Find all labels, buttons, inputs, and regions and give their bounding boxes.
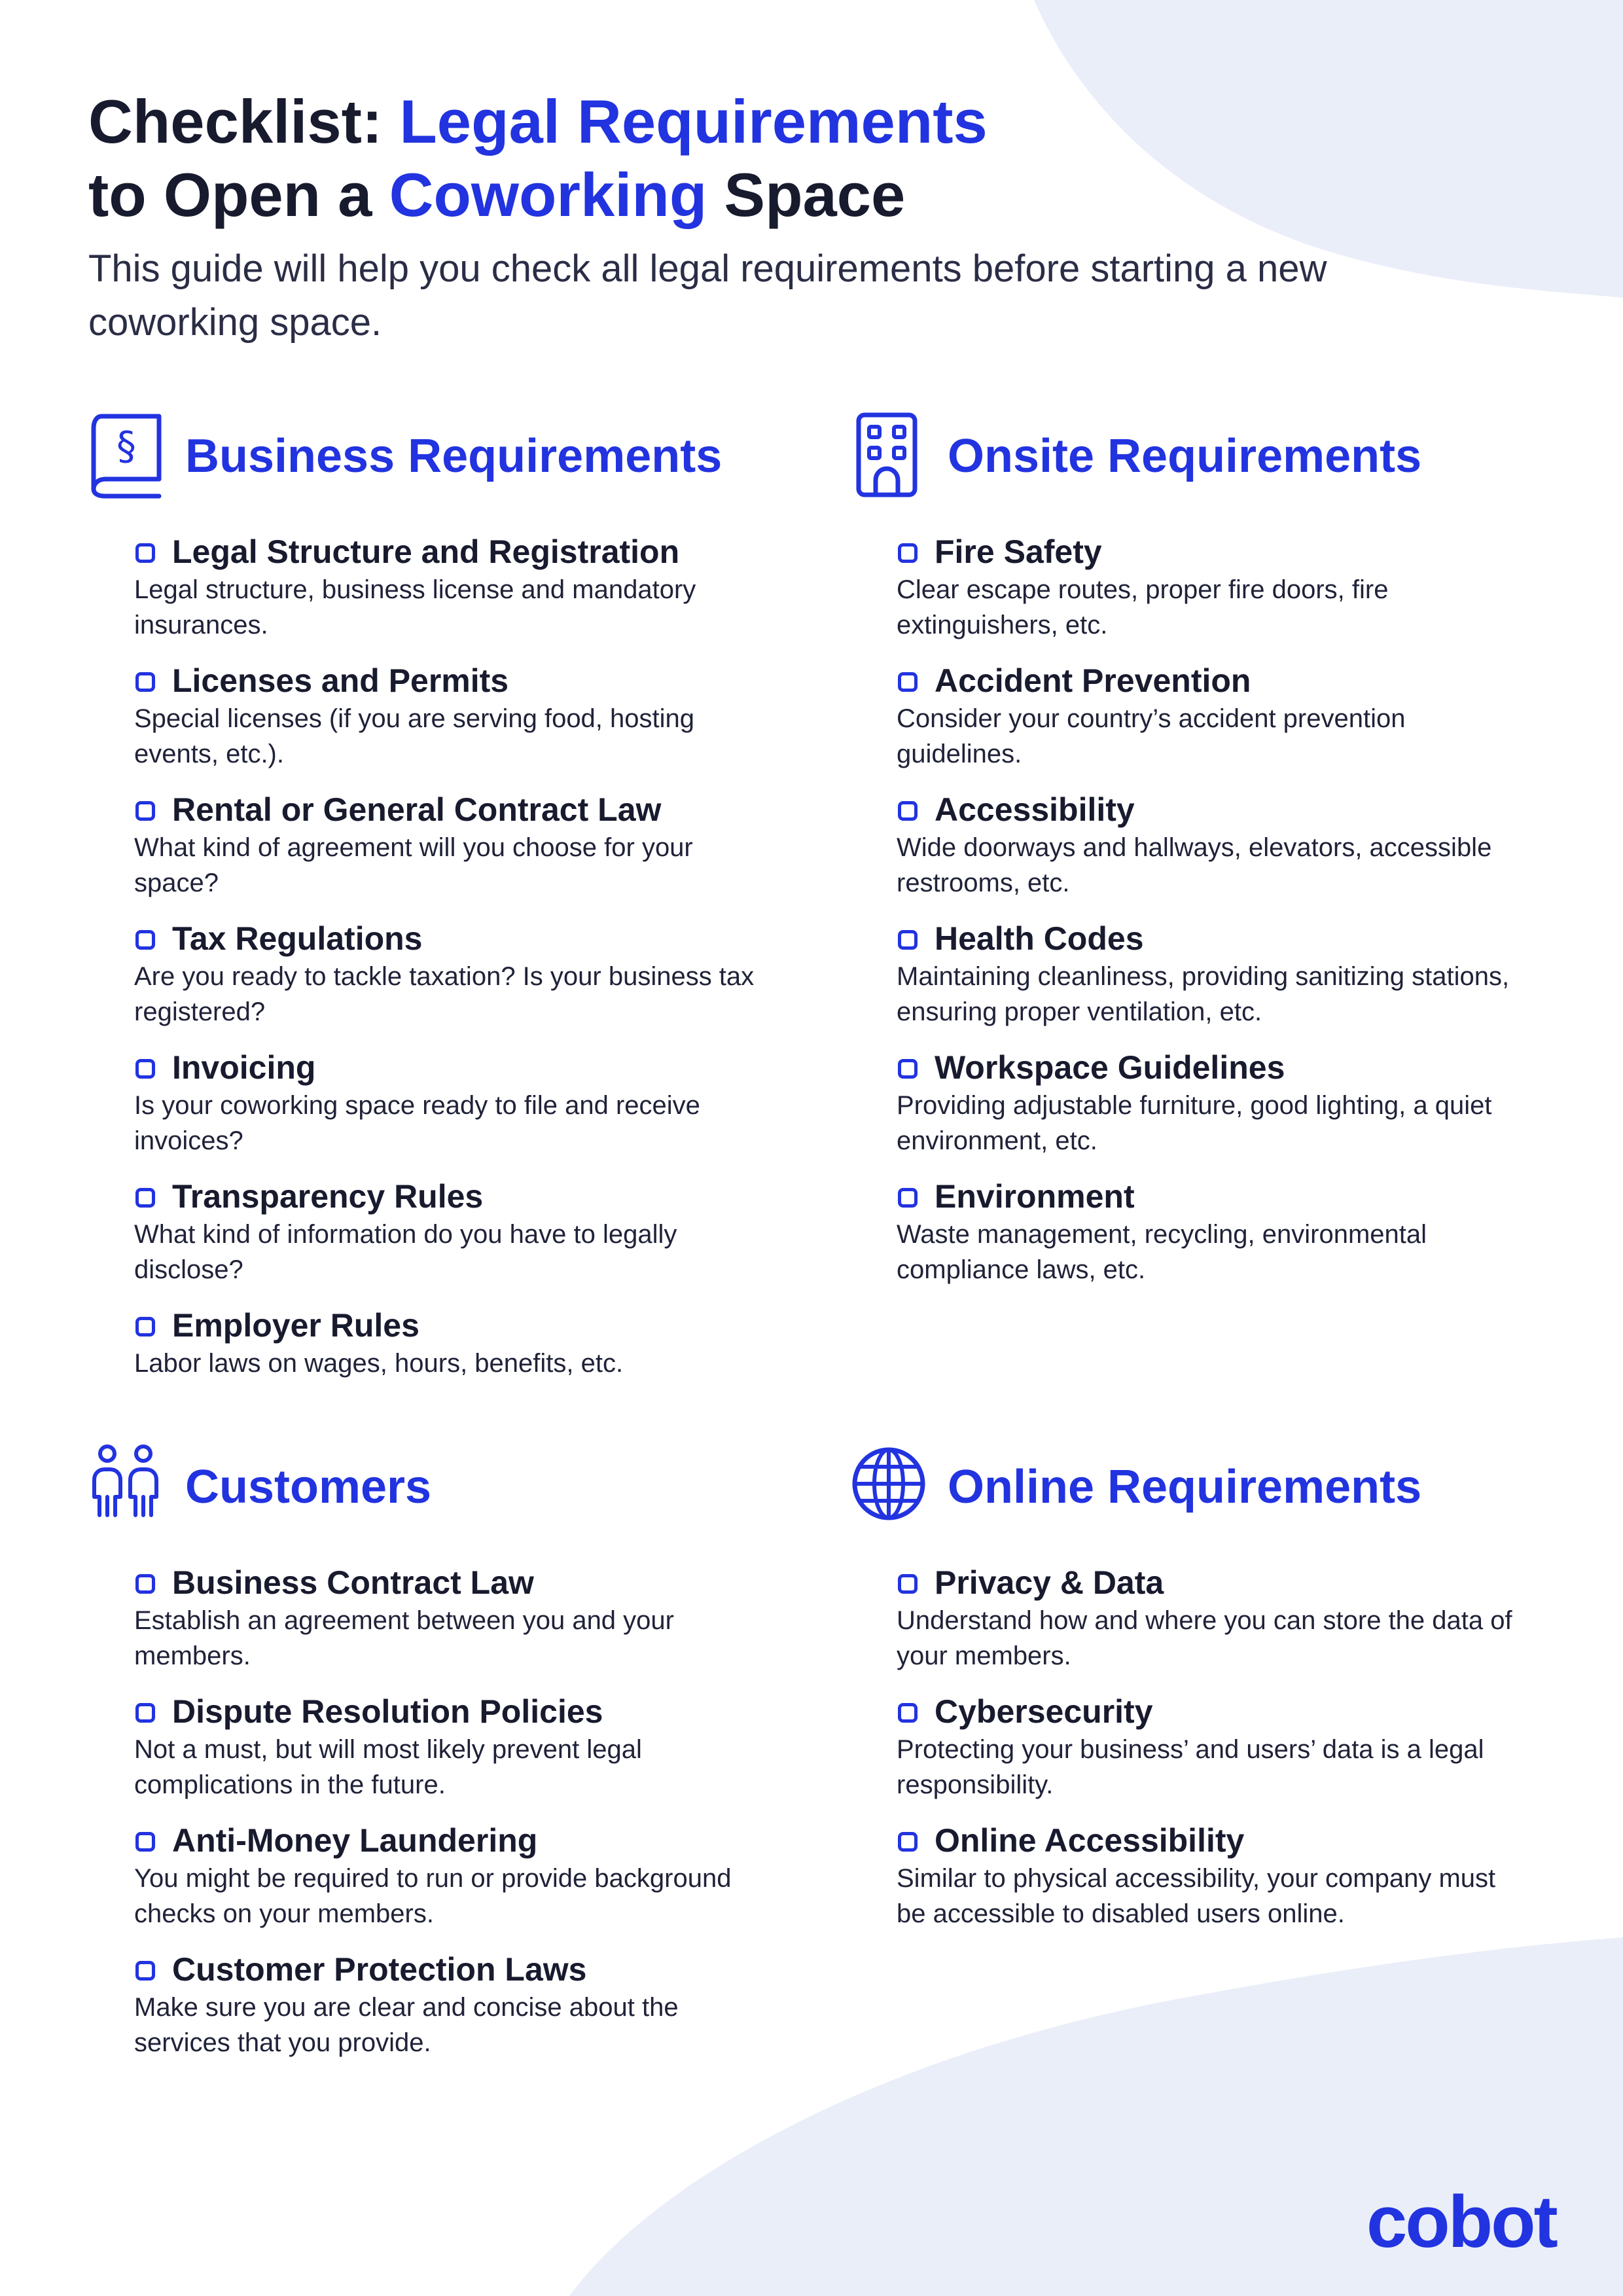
item-description: Make sure you are clear and concise about the services that you provide. — [134, 1993, 679, 2057]
item-title: Business Contract Law — [172, 1564, 534, 1601]
item-title: Environment — [935, 1178, 1135, 1215]
checklist-item — [897, 1561, 1531, 1690]
checklist-item — [134, 1690, 769, 1819]
checkbox[interactable] — [135, 1961, 155, 1981]
item-title: Cybersecurity — [935, 1693, 1153, 1730]
item-title: Tax Regulations — [172, 920, 423, 957]
section-header — [88, 1442, 769, 1534]
title-part-5: Space — [707, 160, 906, 229]
page-title — [88, 85, 1266, 232]
item-description: Establish an agreement between you and your members. — [134, 1606, 674, 1670]
checkbox[interactable] — [135, 543, 155, 563]
checklist-item — [897, 917, 1531, 1046]
building-icon — [851, 411, 927, 499]
checkbox[interactable] — [135, 801, 155, 821]
item-title: Transparency Rules — [172, 1178, 484, 1215]
item-description: Legal structure, business license and mandatory insurances. — [134, 575, 696, 639]
section-header — [851, 1442, 1531, 1534]
item-title: Accident Prevention — [935, 662, 1251, 699]
checkbox[interactable] — [898, 1703, 918, 1723]
item-title: Accessibility — [935, 791, 1135, 828]
people-icon — [88, 1442, 164, 1530]
checkbox[interactable] — [135, 1188, 155, 1208]
item-title: Rental or General Contract Law — [172, 791, 662, 828]
checkbox[interactable] — [898, 1574, 918, 1594]
checklist-item — [134, 1819, 769, 1948]
law-book-icon — [88, 411, 164, 499]
checkbox[interactable] — [135, 1832, 155, 1852]
item-title: Licenses and Permits — [172, 662, 509, 699]
item-description: Labor laws on wages, hours, benefits, etc. — [134, 1349, 624, 1378]
checklist — [897, 530, 1531, 1304]
item-description: What kind of information do you have to legally disclose? — [134, 1220, 677, 1284]
item-description: Clear escape routes, proper fire doors, fire extinguishers, etc. — [897, 575, 1389, 639]
item-title: Employer Rules — [172, 1307, 419, 1344]
item-title: Fire Safety — [935, 533, 1102, 570]
checklist-item — [134, 1304, 769, 1433]
item-description: Waste management, recycling, environmental compliance laws, etc. — [897, 1220, 1427, 1284]
item-description: Understand how and where you can store the data of your members. — [897, 1606, 1512, 1670]
checkbox[interactable] — [898, 801, 918, 821]
checkbox[interactable] — [135, 672, 155, 692]
checkbox[interactable] — [135, 930, 155, 950]
checklist-item — [897, 659, 1531, 788]
checkbox[interactable] — [898, 1059, 918, 1079]
item-description: Similar to physical accessibility, your company must be accessible to disabled users online. — [897, 1864, 1496, 1928]
item-description: What kind of agreement will you choose for your space? — [134, 833, 693, 897]
section-title: Business Requirements — [185, 430, 722, 482]
checklist-item — [134, 1948, 769, 2077]
checklist — [134, 530, 769, 1433]
item-description: Wide doorways and hallways, elevators, accessible restrooms, etc. — [897, 833, 1492, 897]
title-highlight-2: Coworking — [389, 160, 707, 229]
item-title: Workspace Guidelines — [935, 1049, 1285, 1086]
item-title: Anti-Money Laundering — [172, 1822, 538, 1859]
item-description: Protecting your business’ and users’ data is a legal responsibility. — [897, 1735, 1484, 1799]
checkbox[interactable] — [898, 1832, 918, 1852]
checkbox[interactable] — [898, 543, 918, 563]
section-onsite-requirements — [851, 411, 1531, 1304]
checklist-item — [897, 530, 1531, 659]
checklist-item — [134, 1046, 769, 1175]
section-online-requirements — [851, 1442, 1531, 1948]
item-title: Online Accessibility — [935, 1822, 1245, 1859]
checkbox[interactable] — [135, 1317, 155, 1336]
item-description: Consider your country’s accident prevention guidelines. — [897, 704, 1406, 768]
checklist-item — [897, 1046, 1531, 1175]
checkbox[interactable] — [898, 930, 918, 950]
brand-logo: cobot — [1366, 2181, 1556, 2263]
checklist-item — [134, 1561, 769, 1690]
checklist-item — [134, 1175, 769, 1304]
item-description: Providing adjustable furniture, good lighting, a quiet environment, etc. — [897, 1091, 1492, 1155]
checklist — [134, 1561, 769, 2077]
globe-icon — [851, 1442, 927, 1530]
item-title: Invoicing — [172, 1049, 316, 1086]
checkbox[interactable] — [135, 1703, 155, 1723]
section-customers — [88, 1442, 769, 2077]
item-description: You might be required to run or provide background checks on your members. — [134, 1864, 732, 1928]
item-title: Health Codes — [935, 920, 1144, 957]
item-title: Dispute Resolution Policies — [172, 1693, 603, 1730]
item-description: Maintaining cleanliness, providing sanitizing stations, ensuring proper ventilation, etc. — [897, 962, 1510, 1026]
item-title: Legal Structure and Registration — [172, 533, 680, 570]
checkbox[interactable] — [135, 1059, 155, 1079]
checklist-item — [897, 1690, 1531, 1819]
checklist-item — [897, 1175, 1531, 1304]
checklist-item — [134, 530, 769, 659]
item-description: Not a must, but will most likely prevent legal complications in the future. — [134, 1735, 642, 1799]
section-title: Online Requirements — [948, 1461, 1422, 1513]
title-highlight-1: Legal Requirements — [399, 87, 988, 156]
item-description: Special licenses (if you are serving food, hosting events, etc.). — [134, 704, 695, 768]
checklist-item — [134, 788, 769, 917]
checklist — [897, 1561, 1531, 1948]
title-part-1: Checklist: — [88, 87, 400, 156]
page-subtitle: This guide will help you check all legal requirements before starting a new coworking space. — [88, 247, 1327, 344]
checkbox[interactable] — [898, 672, 918, 692]
section-header — [88, 411, 769, 503]
item-description: Is your coworking space ready to file and receive invoices? — [134, 1091, 700, 1155]
item-title: Customer Protection Laws — [172, 1951, 587, 1988]
section-title: Customers — [185, 1461, 432, 1513]
section-business-requirements — [88, 411, 769, 1433]
svg-text:§: § — [116, 423, 136, 469]
item-description: Are you ready to tackle taxation? Is your business tax registered? — [134, 962, 755, 1026]
checklist-item — [134, 659, 769, 788]
section-title: Onsite Requirements — [948, 430, 1422, 482]
title-part-3: to Open a — [88, 160, 389, 229]
checklist-item — [134, 917, 769, 1046]
checklist-item — [897, 1819, 1531, 1948]
item-title: Privacy & Data — [935, 1564, 1164, 1601]
checklist-item — [897, 788, 1531, 917]
checkbox[interactable] — [898, 1188, 918, 1208]
checkbox[interactable] — [135, 1574, 155, 1594]
section-header — [851, 411, 1531, 503]
